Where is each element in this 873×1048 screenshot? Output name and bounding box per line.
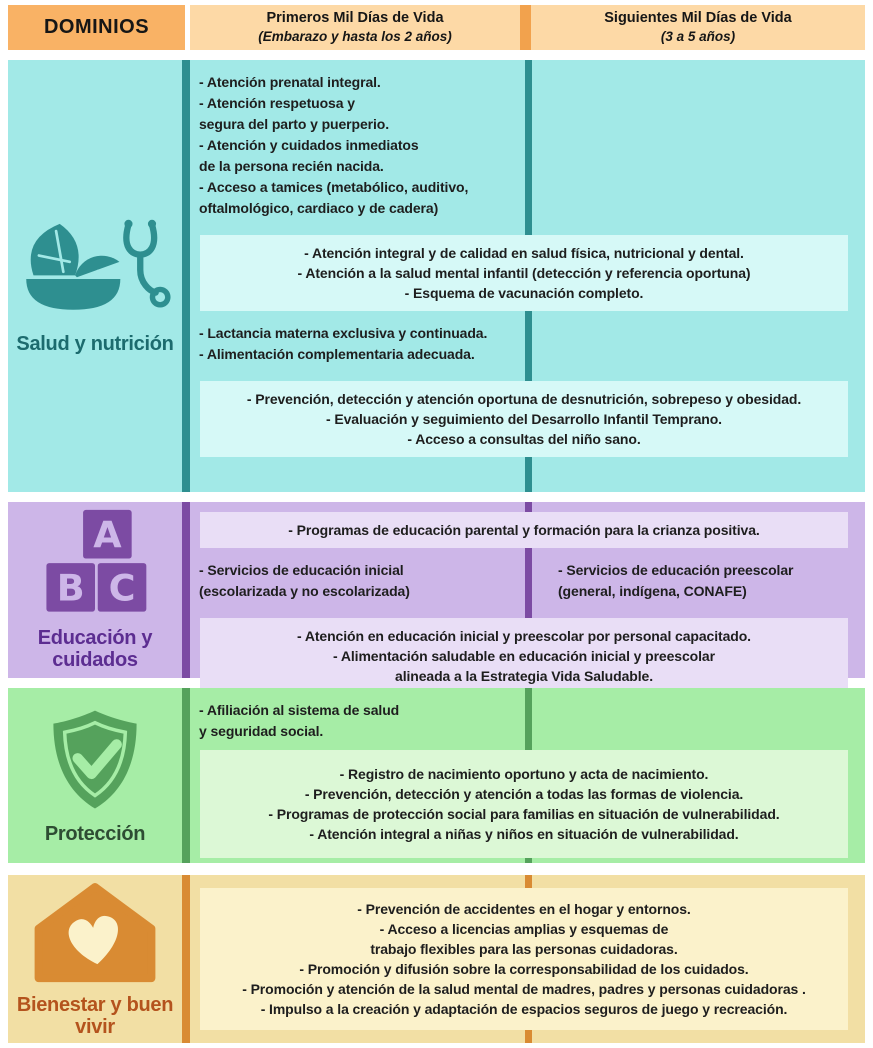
header-row: [8, 5, 865, 50]
shared-actions-box: [200, 235, 848, 311]
action-line: - Impulso a la creación y adaptación de espacios seguros de juego y recreación.: [260, 1001, 788, 1017]
shared-actions-box: [200, 888, 848, 1030]
action-line: (escolarizada y no escolarizada): [199, 583, 410, 599]
salad-bowl-stethoscope-icon: [19, 215, 171, 325]
header-dominios-label: DOMINIOS: [8, 5, 185, 50]
shared-actions-box: [200, 512, 848, 548]
section-left-divider: [182, 502, 190, 678]
action-line: (general, indígena, CONAFE): [558, 583, 747, 599]
action-line: - Prevención, detección y atención a todas las formas de violencia.: [304, 786, 744, 802]
shield-check-icon: [43, 705, 147, 815]
action-line: - Afiliación al sistema de salud: [199, 702, 400, 718]
action-line: - Promoción y difusión sobre la corresponsabilidad de los cuidados.: [299, 961, 749, 977]
action-line: - Servicios de educación inicial: [199, 562, 404, 578]
column-actions-row: [190, 548, 865, 602]
action-line: oftalmológico, cardiaco y de cadera): [199, 200, 439, 216]
header-column-divider: [520, 5, 531, 50]
action-line: - Registro de nacimiento oportuno y acta de nacimiento.: [339, 766, 709, 782]
section-left-divider: [182, 875, 190, 1043]
svg-text:B: B: [56, 566, 85, 610]
action-line: - Atención prenatal integral.: [199, 74, 381, 90]
column-actions-row: [190, 60, 865, 219]
action-line: - Programas de protección social para familias en situación de vulnerabilidad.: [268, 806, 780, 822]
domain-panel-salud-y-nutricion: [8, 60, 182, 492]
section-content-salud-y-nutricion: [190, 60, 865, 492]
first-thousand-days-text: [190, 700, 541, 742]
domain-label-educacion-y-cuidados: Educación y cuidados: [37, 626, 153, 671]
first-thousand-days-text: [190, 323, 541, 365]
domain-panel-bienestar-y-buen-vivir: [8, 875, 182, 1043]
action-line: de la persona recién nacida.: [199, 158, 384, 174]
section-content-proteccion: [190, 688, 865, 863]
header-col-subtitle: (Embarazo y hasta los 2 años): [258, 29, 452, 45]
domain-label-bienestar-y-buen-vivir: Bienestar y buen vivir: [16, 993, 174, 1038]
action-line: - Atención y cuidados inmediatos: [199, 137, 419, 153]
action-line: - Servicios de educación preescolar: [558, 562, 794, 578]
action-line: - Lactancia materna exclusiva y continuada.: [199, 325, 488, 341]
section-salud-y-nutricion: [8, 60, 865, 492]
shared-actions-box: [200, 750, 848, 858]
domain-label-salud-y-nutricion: Salud y nutrición: [16, 332, 174, 355]
section-content-bienestar-y-buen-vivir: [190, 875, 865, 1043]
action-line: - Alimentación saludable en educación inicial y preescolar: [333, 648, 715, 664]
header-col-primeros-mil-dias: [190, 5, 520, 50]
action-line: - Acceso a tamices (metabólico, auditivo,: [199, 179, 469, 195]
section-content-educacion-y-cuidados: [190, 502, 865, 684]
action-line: segura del parto y puerperio.: [199, 116, 390, 132]
abc-blocks-icon: [40, 509, 150, 619]
action-line: - Promoción y atención de la salud mental de madres, padres y personas cuidadoras .: [242, 981, 806, 997]
action-line: - Acceso a consultas del niño sano.: [407, 431, 641, 447]
header-col-subtitle: (3 a 5 años): [660, 29, 736, 45]
domain-label-proteccion: Protección: [44, 823, 146, 846]
header-columns: [190, 5, 865, 50]
action-line: - Atención a la salud mental infantil (detección y referencia oportuna): [297, 265, 751, 281]
column-actions-row: [190, 311, 865, 365]
action-line: - Esquema de vacunación completo.: [404, 285, 644, 301]
first-thousand-days-text: [190, 72, 541, 219]
action-line: - Evaluación y seguimiento del Desarrollo Infantil Temprano.: [326, 411, 722, 427]
action-line: - Atención respetuosa y: [199, 95, 355, 111]
action-line: - Prevención, detección y atención oportuna de desnutrición, sobrepeso y obesidad.: [246, 391, 802, 407]
action-line: - Programas de educación parental y formación para la crianza positiva.: [288, 522, 760, 538]
house-heart-icon: [29, 880, 161, 986]
section-educacion-y-cuidados: [8, 502, 865, 684]
header-col-title: Siguientes Mil Días de Vida: [604, 9, 792, 26]
svg-text:A: A: [93, 513, 122, 557]
header-col-siguientes-mil-dias: [531, 5, 865, 50]
first-thousand-days-text: [190, 560, 541, 602]
action-line: - Atención integral a niñas y niños en situación de vulnerabilidad.: [309, 826, 739, 842]
section-proteccion: [8, 688, 865, 863]
domain-panel-proteccion: [8, 688, 182, 863]
domain-panel-educacion-y-cuidados: [8, 502, 182, 678]
shared-actions-box: [200, 381, 848, 457]
section-bienestar-y-buen-vivir: [8, 875, 865, 1043]
action-line: alineada a la Estrategia Vida Saludable.: [395, 668, 653, 684]
action-line: y seguridad social.: [199, 723, 324, 739]
action-line: trabajo flexibles para las personas cuidadoras.: [370, 941, 678, 957]
svg-text:C: C: [108, 566, 136, 610]
action-line: - Prevención de accidentes en el hogar y entornos.: [357, 901, 691, 917]
shared-actions-box: [200, 618, 848, 694]
section-left-divider: [182, 688, 190, 863]
next-thousand-days-text: [541, 560, 865, 602]
action-line: - Atención integral y de calidad en salud física, nutricional y dental.: [304, 245, 744, 261]
header-col-title: Primeros Mil Días de Vida: [266, 9, 444, 26]
action-line: - Atención en educación inicial y preescolar por personal capacitado.: [297, 628, 751, 644]
section-left-divider: [182, 60, 190, 492]
action-line: - Alimentación complementaria adecuada.: [199, 346, 475, 362]
action-line: - Acceso a licencias amplias y esquemas de: [379, 921, 669, 937]
column-actions-row: [190, 688, 865, 742]
sections-container: [0, 60, 873, 1043]
